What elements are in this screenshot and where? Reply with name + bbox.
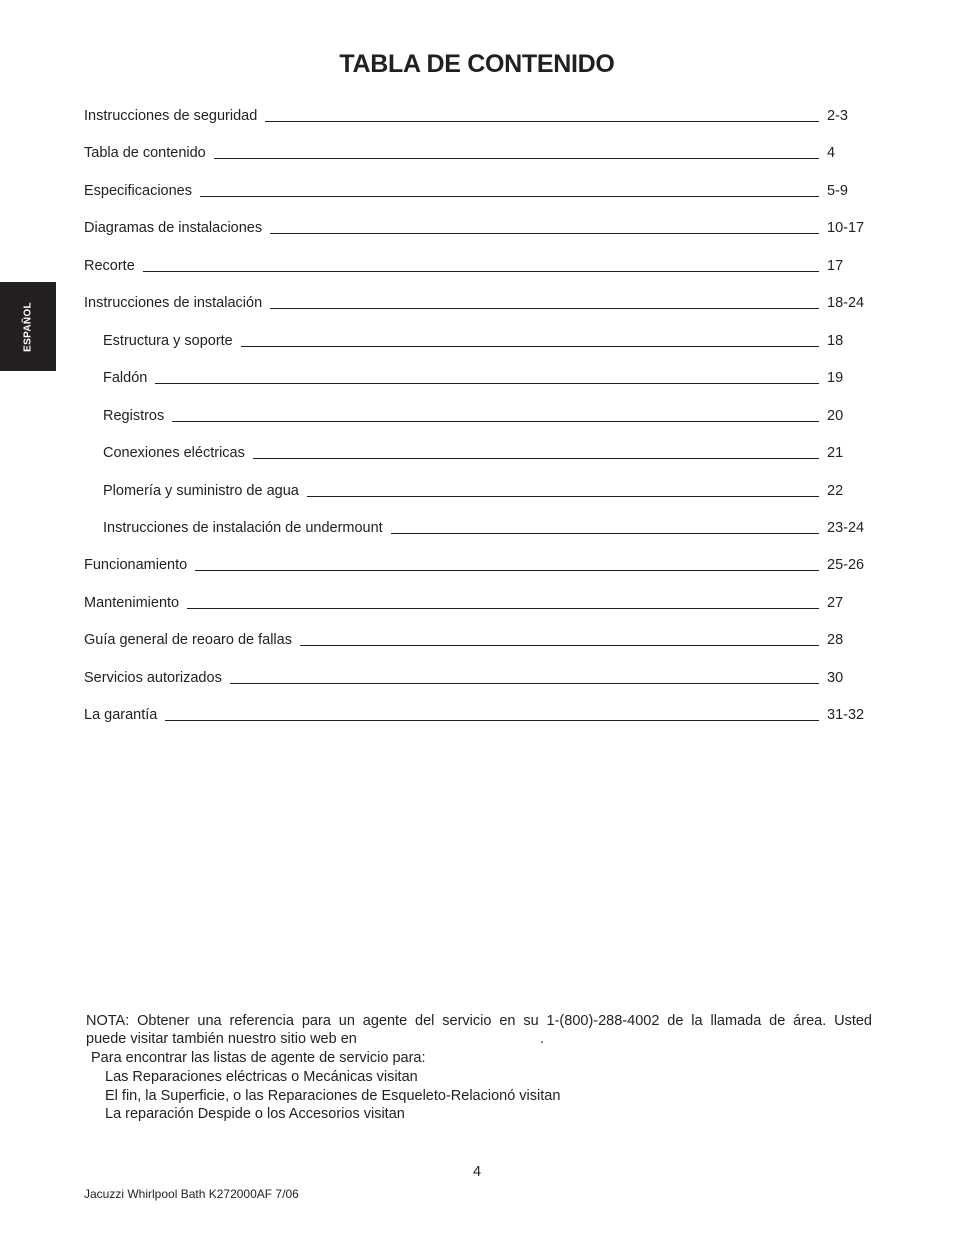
toc-leader-line xyxy=(143,271,819,272)
toc-leader-line xyxy=(195,570,819,571)
toc-entry xyxy=(84,143,868,163)
toc-entry-label: La garantía xyxy=(84,707,158,724)
toc-leader-line xyxy=(241,346,819,347)
toc-entry-label: Instrucciones de instalación xyxy=(84,295,263,312)
toc-entry-page: 23-24 xyxy=(827,519,865,536)
toc-leader-line xyxy=(265,121,819,122)
page-number: 4 xyxy=(472,1164,482,1180)
toc-entry xyxy=(103,443,868,463)
note-service-item: El fin, la Superficie, o las Reparaciones de Esqueleto-Relacionó visitan xyxy=(105,1088,561,1104)
toc-entry xyxy=(84,218,868,238)
toc-leader-line xyxy=(307,496,819,497)
toc-entry-label: Registros xyxy=(103,407,165,424)
toc-entry xyxy=(84,256,868,276)
toc-entry xyxy=(103,368,868,388)
note-paragraph: NOTA: Obtener una referencia para un agente del servicio en su 1-(800)-288-4002 de la llamada de área. Usted xyxy=(86,1013,872,1029)
toc-entry-page: 4 xyxy=(827,145,836,162)
toc-entry-page: 21 xyxy=(827,445,844,462)
toc-entry-label: Recorte xyxy=(84,257,135,274)
toc-entry-page: 20 xyxy=(827,407,844,424)
note-website-period: . xyxy=(540,1031,545,1047)
toc-leader-line xyxy=(172,421,819,422)
toc-leader-line xyxy=(300,645,819,646)
language-side-tab-label: ESPAÑOL xyxy=(22,301,34,352)
toc-leader-line xyxy=(230,683,819,684)
toc-entry-page: 5-9 xyxy=(827,182,848,199)
toc-entry-page: 17 xyxy=(827,257,844,274)
toc-entry-page: 2-3 xyxy=(827,108,848,124)
toc-entry-page: 18 xyxy=(827,332,844,349)
toc-entry-label: Estructura y soporte xyxy=(103,332,233,349)
toc-entry-label: Instrucciones de seguridad xyxy=(84,108,258,124)
toc-entry-page: 10-17 xyxy=(827,220,865,237)
toc-entry xyxy=(84,293,868,313)
toc-leader-line xyxy=(270,308,819,309)
toc-leader-line xyxy=(200,196,819,197)
note-service-item: Las Reparaciones eléctricas o Mecánicas visitan xyxy=(105,1069,418,1085)
toc-entry-page: 31-32 xyxy=(827,707,865,724)
toc-leader-line xyxy=(253,458,819,459)
document-footer: Jacuzzi Whirlpool Bath K272000AF 7/06 xyxy=(84,1187,299,1201)
toc-leader-line xyxy=(155,383,819,384)
toc-entry-label: Especificaciones xyxy=(84,182,192,199)
toc-entry-page: 28 xyxy=(827,632,844,649)
toc-entry xyxy=(84,555,868,575)
toc-entry-page: 27 xyxy=(827,594,844,611)
toc-leader-line xyxy=(270,233,819,234)
toc-entry-label: Tabla de contenido xyxy=(84,145,206,162)
toc-entry-label: Guía general de reoaro de fallas xyxy=(84,632,292,649)
toc-entry-label: Plomería y suministro de agua xyxy=(103,482,299,499)
toc-entry xyxy=(103,481,868,501)
toc-entry-page: 25-26 xyxy=(827,557,865,574)
toc-entry-label: Conexiones eléctricas xyxy=(103,445,245,462)
toc-leader-line xyxy=(391,533,819,534)
toc-entry-page: 19 xyxy=(827,370,844,387)
toc-entry xyxy=(103,331,868,351)
toc-entry-page: 18-24 xyxy=(827,295,865,312)
toc-entry xyxy=(103,406,868,426)
toc-leader-line xyxy=(214,158,819,159)
note-website-line: puede visitar también nuestro sitio web en xyxy=(86,1031,357,1047)
toc-entry xyxy=(84,593,868,613)
language-side-tab xyxy=(0,282,56,371)
toc-entry-label: Funcionamiento xyxy=(84,557,188,574)
note-service-intro: Para encontrar las listas de agente de servicio para: xyxy=(91,1050,426,1066)
page-title: TABLA DE CONTENIDO xyxy=(339,50,615,78)
toc-entry-page: 22 xyxy=(827,482,844,499)
toc-entry-label: Instrucciones de instalación de undermount xyxy=(103,519,383,536)
toc-entry-label: Mantenimiento xyxy=(84,594,180,611)
toc-entry-page: 30 xyxy=(827,669,844,686)
toc-entry xyxy=(84,705,868,725)
toc-entry xyxy=(84,181,868,201)
toc-leader-line xyxy=(187,608,819,609)
toc-entry xyxy=(84,106,868,126)
toc-entry xyxy=(84,630,868,650)
toc-entry-label: Servicios autorizados xyxy=(84,669,222,686)
note-service-item: La reparación Despide o los Accesorios visitan xyxy=(105,1106,405,1122)
toc-entry xyxy=(103,518,868,538)
toc-entry-label: Faldón xyxy=(103,370,148,387)
toc-entry xyxy=(84,668,868,688)
toc-entry-label: Diagramas de instalaciones xyxy=(84,220,263,237)
toc-leader-line xyxy=(165,720,819,721)
